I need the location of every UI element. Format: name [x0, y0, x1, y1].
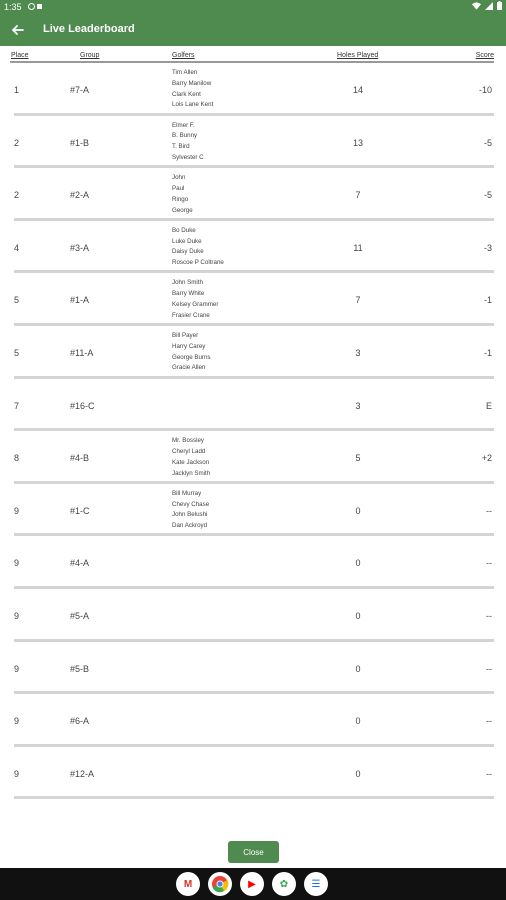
golfer-name: Kate Jackson	[172, 458, 210, 466]
golfer-name: Jacklyn Smith	[172, 469, 211, 477]
score-cell: -1	[483, 347, 492, 358]
photos-icon[interactable]: ✿	[272, 872, 296, 896]
holes-played-cell: 0	[355, 768, 361, 779]
row-divider	[14, 796, 494, 799]
navigation-bar	[0, 868, 506, 900]
golfer-name: Barry Manilow	[172, 79, 212, 87]
table-row	[0, 116, 506, 169]
golfers-cell	[172, 68, 213, 111]
golfer-name: Barry White	[172, 290, 205, 298]
holes-played-cell: 0	[355, 610, 361, 621]
place-cell: 2	[14, 137, 20, 148]
holes-played-cell: 7	[355, 190, 361, 201]
place-cell: 9	[14, 716, 20, 727]
table-row	[0, 694, 506, 747]
group-cell: #5-A	[70, 610, 90, 621]
score-cell: --	[486, 610, 492, 621]
group-cell: #1-C	[70, 505, 90, 516]
score-cell: -5	[483, 137, 492, 148]
app-dock	[176, 872, 328, 896]
table-row	[0, 326, 506, 379]
place-cell: 5	[14, 295, 20, 306]
youtube-icon[interactable]: ▶	[240, 872, 264, 896]
golfer-name: John Belushi	[172, 511, 208, 519]
golfers-cell	[172, 173, 193, 216]
page-title: Live Leaderboard	[43, 23, 135, 35]
golfer-name: Bo Duke	[172, 226, 196, 234]
golfer-name: Frasier Crane	[172, 311, 210, 319]
header-group: Group	[80, 52, 100, 59]
place-cell: 9	[14, 610, 20, 621]
golfer-name: Tim Allen	[172, 69, 198, 76]
app-bar	[0, 14, 506, 46]
score-cell: --	[486, 663, 492, 674]
group-cell: #16-C	[70, 400, 95, 411]
group-cell: #4-A	[70, 558, 90, 569]
table-row	[0, 379, 506, 432]
group-cell: #3-A	[70, 242, 90, 253]
place-cell: 9	[14, 505, 20, 516]
holes-played-cell: 3	[355, 347, 361, 358]
holes-played-cell: 0	[355, 558, 361, 569]
group-cell: #1-B	[70, 137, 90, 148]
place-cell: 9	[14, 558, 20, 569]
holes-played-cell: 7	[355, 295, 361, 306]
header-place: Place	[11, 52, 29, 59]
score-cell: --	[486, 505, 492, 516]
place-cell: 7	[14, 400, 20, 411]
holes-played-cell: 11	[353, 242, 363, 253]
table-row	[0, 536, 506, 589]
status-app-icon	[37, 4, 42, 9]
group-cell: #4-B	[70, 453, 90, 464]
holes-played-cell: 14	[352, 85, 363, 95]
place-cell: 5	[14, 347, 20, 358]
golfers-cell	[172, 121, 204, 164]
table-row	[0, 221, 506, 274]
holes-played-cell: 3	[355, 400, 361, 411]
score-cell: --	[486, 716, 492, 727]
golfer-name: George Burns	[172, 353, 211, 361]
group-cell: #2-A	[70, 190, 90, 201]
score-cell: +2	[481, 453, 492, 464]
gmail-icon[interactable]: M	[176, 872, 200, 896]
score-cell: -5	[483, 190, 492, 201]
golfer-name: Roscoe P Coltrane	[172, 259, 224, 267]
golfer-name: Paul	[172, 184, 185, 192]
table-row	[0, 484, 506, 537]
group-cell: #6-A	[70, 716, 90, 727]
golfer-name: B. Bunny	[172, 132, 198, 140]
golfer-name: John Smith	[172, 279, 203, 287]
status-bar	[0, 0, 506, 14]
table-row	[0, 747, 506, 800]
leaderboard-table	[0, 63, 506, 799]
close-button[interactable]: Close	[228, 841, 279, 863]
golfer-name: Clark Kent	[172, 90, 201, 98]
chrome-icon[interactable]	[208, 872, 232, 896]
score-cell: -1	[483, 295, 492, 306]
wifi-icon	[472, 2, 481, 10]
golfers-cell	[172, 278, 218, 321]
table-row	[0, 168, 506, 221]
group-cell: #1-A	[70, 295, 90, 306]
group-cell: #5-B	[70, 663, 90, 674]
table-row	[0, 431, 506, 484]
status-time: 1:35	[4, 2, 22, 12]
golfer-name: Daisy Duke	[172, 248, 204, 256]
score-cell: --	[486, 558, 492, 569]
group-cell: #11-A	[70, 347, 94, 358]
golfers-cell	[172, 226, 224, 269]
table-row	[0, 589, 506, 642]
golfer-name: Bill Murray	[172, 489, 202, 497]
golfer-name: Chevy Chase	[172, 500, 210, 508]
header-score: Score	[475, 52, 494, 59]
table-row	[0, 642, 506, 695]
arrow-left-icon	[8, 20, 28, 40]
score-cell: -10	[478, 85, 492, 95]
golfer-name: Sylvester C	[172, 153, 204, 161]
place-cell: 1	[14, 85, 20, 95]
back-button[interactable]	[8, 20, 28, 40]
golfer-name: Lois Lane Kent	[172, 101, 214, 109]
golfers-cell	[172, 331, 211, 374]
table-row	[0, 63, 506, 116]
holes-played-cell: 13	[352, 137, 363, 148]
holes-played-cell: 0	[355, 716, 361, 727]
golfers-cell	[172, 489, 209, 532]
place-cell: 9	[14, 768, 20, 779]
place-cell: 4	[14, 242, 20, 253]
golfer-name: Ringo	[172, 195, 189, 203]
signal-icon	[485, 2, 493, 10]
holes-played-cell: 5	[355, 453, 361, 464]
place-cell: 2	[14, 190, 20, 201]
score-cell: -3	[483, 242, 492, 253]
score-cell: --	[486, 768, 492, 779]
golfer-name: Elmer F.	[172, 121, 195, 129]
golfer-name: Kelsey Grammer	[172, 300, 219, 308]
place-cell: 9	[14, 663, 20, 674]
messages-icon[interactable]: ☰	[304, 872, 328, 896]
header-holes-played: Holes Played	[337, 52, 379, 59]
golfer-name: T. Bird	[172, 143, 190, 151]
battery-icon	[497, 1, 502, 10]
golfer-name: Mr. Bossley	[172, 437, 204, 445]
golfer-name: Cheryl Ladd	[172, 447, 206, 455]
golfer-name: Harry Carey	[172, 342, 206, 350]
score-cell: E	[485, 400, 492, 411]
golfer-name: Gracie Allen	[172, 364, 206, 372]
holes-played-cell: 0	[355, 505, 361, 516]
golfer-name: Luke Duke	[172, 237, 202, 245]
golfer-name: Bill Payer	[172, 331, 199, 339]
golfer-name: John	[172, 174, 186, 182]
table-row	[0, 273, 506, 326]
status-notification-icon	[28, 3, 35, 10]
holes-played-cell: 0	[355, 663, 361, 674]
group-cell: #7-A	[70, 85, 90, 95]
group-cell: #12-A	[70, 768, 95, 779]
golfer-name: Dan Ackroyd	[172, 522, 208, 530]
golfer-name: George	[172, 206, 193, 214]
header-golfers: Golfers	[172, 52, 195, 59]
golfers-cell	[172, 436, 210, 479]
place-cell: 8	[14, 453, 20, 464]
